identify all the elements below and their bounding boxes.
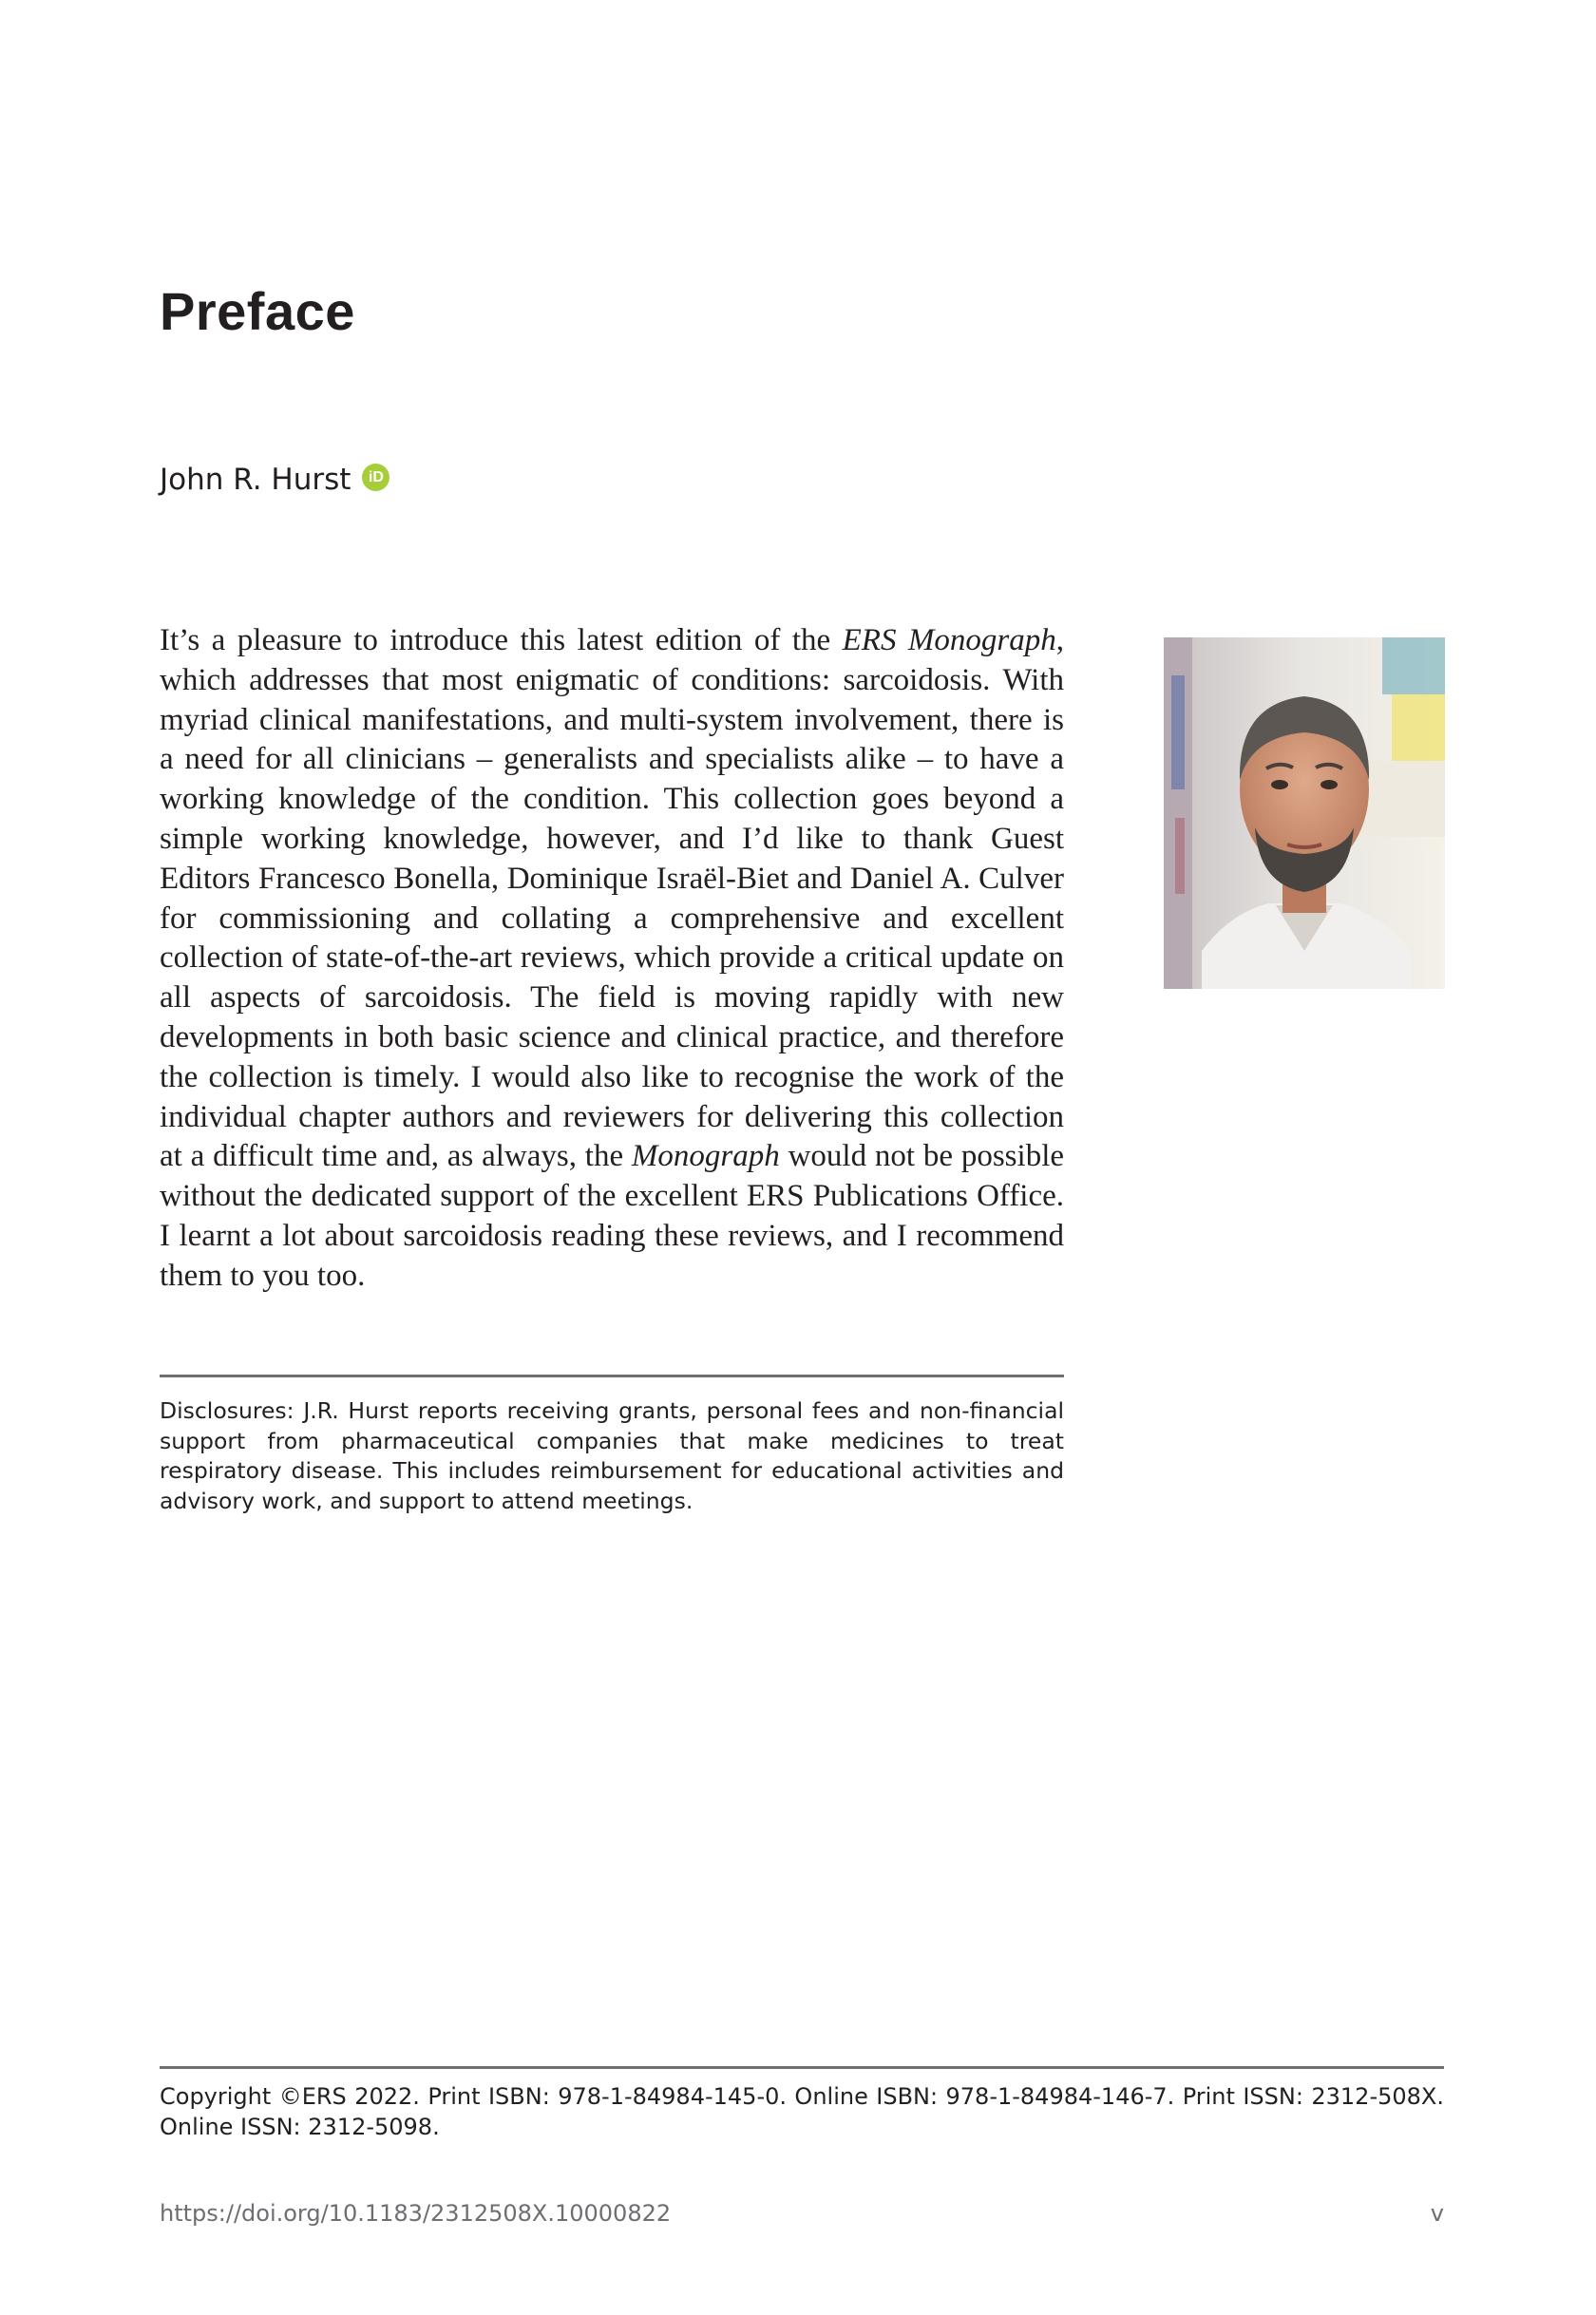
body-divider <box>160 1375 1064 1377</box>
preface-body <box>160 621 1064 1297</box>
body-text-run: would not be possible without the dedicated support of the excellent ERS Publications Office. I learnt a lot about sarcoidosis reading these reviews, and I recommend them to you too. <box>160 1139 1065 1293</box>
page-number: v <box>1430 2200 1444 2227</box>
footer-divider <box>160 2066 1444 2069</box>
author-name: John R. Hurst <box>160 463 352 497</box>
italic-title: ERS Monograph <box>842 623 1056 657</box>
author-portrait-photo <box>1164 637 1445 989</box>
italic-title: Monograph <box>631 1139 780 1174</box>
orcid-icon[interactable] <box>362 464 390 491</box>
body-text-run: , which addresses that most enigmatic of conditions: sarcoidosis. With myriad clinical manifestations, and multi-system involvement, there is a need for all clinicians – generalists and specialists alike – to have a working knowledge of the condition. This collection goes beyond a simple working knowledge, however, and I’d like to thank Guest Editors Francesco Bonella, Dominique Israël-Biet and Daniel A. Culver for commissioning and collating a comprehensive and excellent collection of state-of-the-art reviews, which provide a critical update on all aspects of sarcoidosis. The field is moving rapidly with new developments in both basic science and clinical practice, and therefore the collection is timely. I would also like to recognise the work of the individual chapter authors and reviewers for delivering this collection at a difficult time and, as always, the <box>160 623 1065 1174</box>
body-text-run: It’s a pleasure to introduce this latest edition of the <box>160 623 843 657</box>
copyright-note: Copyright ©ERS 2022. Print ISBN: 978-1-84984-145-0. Online ISBN: 978-1-84984-146-7. Print ISSN: 2312-508X. Online ISSN: 2312-5098. <box>160 2083 1444 2140</box>
page-title: Preface <box>160 281 355 341</box>
orcid-label: iD <box>368 468 384 485</box>
author-line <box>160 463 390 497</box>
doi-link[interactable]: https://doi.org/10.1183/2312508X.10000822 <box>160 2200 672 2227</box>
disclosures-note: Disclosures: J.R. Hurst reports receiving grants, personal fees and non-financial support from pharmaceutical companies that make medicines to treat respiratory disease. This includes reimbursement for educational activities and advisory work, and support to attend meetings. <box>160 1397 1064 1514</box>
